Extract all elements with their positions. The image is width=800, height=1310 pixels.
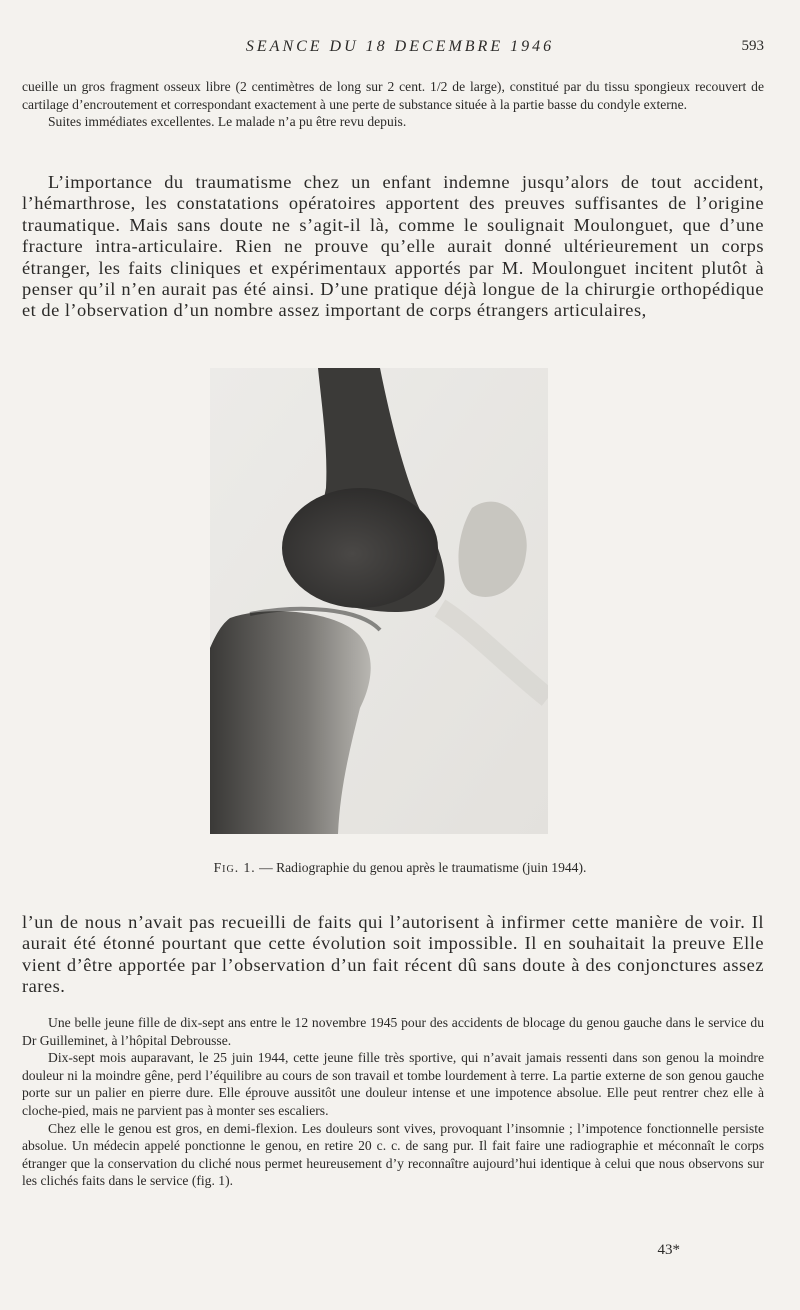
paragraph: Suites immédiates excellentes. Le malade n’a pu être revu depuis. <box>48 114 407 130</box>
figure-caption-text: — Radiographie du genou après le traumatisme (juin 1944). <box>259 860 587 875</box>
page-number: 593 <box>741 38 764 54</box>
body-paragraph-2 <box>22 912 764 998</box>
paragraph: Dix-sept mois auparavant, le 25 juin 1944, cette jeune fille très sportive, qui n’avait jamais ressenti dans son genou la moindre douleur ni la moindre gêne, perd l’équilibre au cours de son travail et tombe lourdement à terre. La partie externe de son genou gauche porte sur un palier en pierre dure. Elle éprouve aussitôt une douleur intense et une impotence absolue. Elle peut rentrer chez elle à cloche-pied, mais ne parvient pas à monter ses escaliers. <box>22 1050 764 1118</box>
femoral-condyle-shape <box>282 488 438 608</box>
running-header <box>0 36 800 62</box>
knee-radiograph-image <box>210 368 548 834</box>
paragraph: L’importance du traumatisme chez un enfant indemne jusqu’alors de tout accident, l’hémarthrose, les constatations opératoires apportent des preuves suffisantes de l’origine traumatique. Mais sans doute ne s’agit-il là, comme le soulignait Moulonguet, que d’une fracture intra-articulaire. Rien ne prouve qu’elle aurait donné ultérieurement un corps étranger, les faits cliniques et expérimentaux apportés par M. Moulonguet incitent plutôt à penser qu’il n’en aurait pas été ainsi. D’une pratique déjà longue de la chirurgie orthopédique et de l’observation d’un nombre assez important de corps étrangers articulaires, <box>22 172 764 321</box>
paragraph: Une belle jeune fille de dix-sept ans entre le 12 novembre 1945 pour des accidents de blocage du genou gauche dans le service du Dr Guilleminet, à l’hôpital Debrousse. <box>22 1015 764 1048</box>
running-title: SEANCE DU 18 DECEMBRE 1946 <box>245 38 555 55</box>
top-paragraphs <box>22 78 764 131</box>
radiograph-svg <box>210 368 548 834</box>
body-paragraph-1 <box>22 172 764 322</box>
paragraph: Chez elle le genou est gros, en demi-flexion. Les douleurs sont vives, provoquant l’insomnie ; l’impotence fonctionnelle persiste absolue. Un médecin appelé ponctionne le genou, en retire 20 c. c. de sang pur. Il fait faire une radiographie et méconnaît le corps étranger que la conservation du cliché nous permet heureusement d’y reconnaître aujourd’hui identique à celui que nous observons sur les clichés faits dans le service (fig. 1). <box>22 1120 764 1189</box>
figure-label: Fig. 1. <box>213 860 256 875</box>
folio-mark: 43* <box>657 1242 680 1258</box>
paragraph: l’un de nous n’avait pas recueilli de faits qui l’autorisent à infirmer cette manière de voir. Il aurait été étonné pourtant que cette évolution soit impossible. Il en souhaitait la preuve Elle vient d’être apportée par l’observation d’un fait récent dû sans doute à des conjonctures assez rares. <box>22 912 764 997</box>
bottom-paragraphs <box>22 1014 764 1190</box>
figure-caption <box>0 860 800 876</box>
paragraph: cueille un gros fragment osseux libre (2 centimètres de long sur 2 cent. 1/2 de large), constitué par du tissu spongieux recouvert de cartilage d’encroutement et correspondant exactement à une perte de substance située à la partie basse du condyle externe. <box>22 79 764 112</box>
